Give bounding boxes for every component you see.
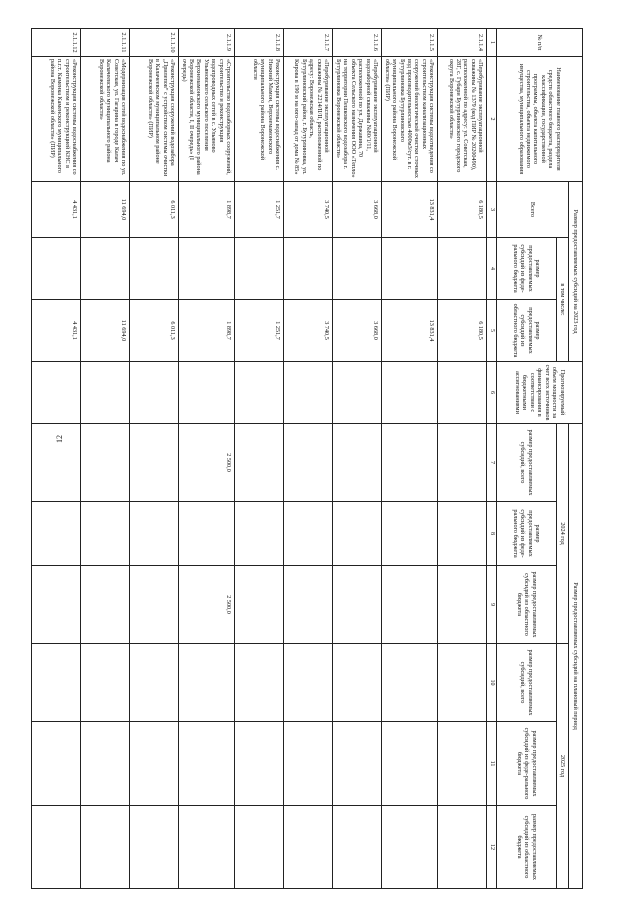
cell-row-number: 2.1.1.5 <box>381 29 437 57</box>
cell-fed-2025 <box>381 722 437 806</box>
header-obl-2025: размер предоставляемых субсидий из областного бюджета <box>497 806 557 889</box>
cell-obl-2024: 2 500,0 <box>178 566 234 644</box>
cell-obl-2024 <box>437 566 486 644</box>
header-obl-2023: размер предоставляемых субсидий из областного бюджета <box>497 300 557 362</box>
cell-total-2025 <box>381 644 437 722</box>
header-total-2024: размер предоставляемых субсидий, всего <box>497 424 557 502</box>
table-row <box>129 29 178 889</box>
cell-row-number: 2.1.1.4 <box>437 29 486 57</box>
cell-fed-2025 <box>283 722 332 806</box>
cell-object-name: «Реконструкция системы водоснабжения со строительством и реконструкцией КНС в п.г.т. Каменка Каменского муниципального района Воронежской области» (ПИР) <box>31 57 80 182</box>
header-incl: в том числе: <box>557 238 569 362</box>
cell-fed-2023 <box>129 238 178 300</box>
cell-total-2024 <box>332 424 381 502</box>
cell-total-2025 <box>80 644 129 722</box>
cell-total-2023: 6 180,5 <box>437 182 486 238</box>
cell-object-name: «Перебуривание эксплуатационной скважины № 2214/II/II, расположенной по адресу: Воронежская область, Бутурлиновский район, г. Бутурлиновка, ул. Кирова в 190 м на юго-запад от дома № 85» <box>283 57 332 182</box>
cell-fed-2024 <box>80 502 129 566</box>
col-num: 12 <box>486 806 496 889</box>
table-row <box>381 29 437 889</box>
cell-row-number: 2.1.1.10 <box>129 29 178 57</box>
cell-fed-2023 <box>437 238 486 300</box>
cell-forecast-capacity <box>234 362 283 424</box>
cell-total-2025 <box>332 644 381 722</box>
cell-obl-2023: 6 180,5 <box>437 300 486 362</box>
table-row <box>178 29 234 889</box>
cell-obl-2024 <box>381 566 437 644</box>
col-num: 2 <box>486 57 496 182</box>
column-numbers-row <box>486 29 496 889</box>
cell-row-number: 2.1.1.11 <box>80 29 129 57</box>
cell-total-2024 <box>129 424 178 502</box>
cell-obl-2023: 3 668,0 <box>332 300 381 362</box>
header-name: Наименование главного распорядителя средств областного бюджета, раздела классификации, государственной программы, объекта капитального строительства, объекта недвижимого имущества, муниципального образования <box>497 57 583 182</box>
cell-fed-2024 <box>381 502 437 566</box>
cell-obl-2024 <box>80 566 129 644</box>
cell-total-2024 <box>381 424 437 502</box>
header-2024: 2024 год <box>557 424 569 644</box>
cell-total-2024 <box>31 424 80 502</box>
cell-row-number: 2.1.1.12 <box>31 29 80 57</box>
cell-obl-2023: 1 251,7 <box>234 300 283 362</box>
cell-fed-2024 <box>437 502 486 566</box>
cell-total-2023: 4 431,1 <box>31 182 80 238</box>
col-num: 5 <box>486 300 496 362</box>
cell-obl-2025 <box>178 806 234 889</box>
cell-object-name: «Строительство водозаборных сооружений, строительство и реконструкция водопроводных сетей в с. Ульяново Ульяновского сельского поселения Верхнемамонского муниципального района Воронежской области, I, II очередь» (I очередь) <box>178 57 234 182</box>
cell-fed-2025 <box>80 722 129 806</box>
col-num: 8 <box>486 502 496 566</box>
table-row <box>80 29 129 889</box>
cell-fed-2023 <box>80 238 129 300</box>
cell-fed-2023 <box>381 238 437 300</box>
cell-total-2023: 3 740,5 <box>283 182 332 238</box>
header-obl-2024: размер предоставляемых субсидий из областного бюджета <box>497 566 557 644</box>
cell-fed-2023 <box>234 238 283 300</box>
cell-total-2023: 6 011,3 <box>129 182 178 238</box>
header-fed-2025: размер предоставляемых субсидий из феде-рального бюджета <box>497 722 557 806</box>
cell-obl-2023: 4 431,1 <box>31 300 80 362</box>
cell-obl-2025 <box>332 806 381 889</box>
cell-forecast-capacity <box>129 362 178 424</box>
cell-fed-2024 <box>332 502 381 566</box>
cell-object-name: «Перебуривание эксплуатационной скважины № 1379 (код ПИР № 20200490), расположенной по адресу: ул. Советская, 28Г, с. Губари Бутурлиновского городского округа Воронежской области» <box>437 57 486 182</box>
cell-obl-2025 <box>381 806 437 889</box>
table-row <box>283 29 332 889</box>
cell-total-2024: 2 500,0 <box>178 424 234 502</box>
cell-forecast-capacity <box>178 362 234 424</box>
cell-forecast-capacity <box>80 362 129 424</box>
cell-obl-2023: 11 694,0 <box>80 300 129 362</box>
cell-total-2023: 13 831,4 <box>381 182 437 238</box>
col-num: 10 <box>486 644 496 722</box>
cell-fed-2025 <box>234 722 283 806</box>
header-forecast: Прогнозируемый объем мощности за счет всех источников финансирования в соответствии с бюджетными ассигнованиями <box>497 362 583 424</box>
cell-total-2024 <box>283 424 332 502</box>
cell-fed-2025 <box>129 722 178 806</box>
cell-total-2024 <box>437 424 486 502</box>
cell-total-2025 <box>234 644 283 722</box>
header-total-2025: размер предоставляемых субсидий, всего <box>497 644 557 722</box>
cell-obl-2025 <box>283 806 332 889</box>
cell-fed-2023 <box>332 238 381 300</box>
cell-forecast-capacity <box>283 362 332 424</box>
cell-fed-2025 <box>332 722 381 806</box>
cell-obl-2025 <box>437 806 486 889</box>
cell-total-2023: 1 251,7 <box>234 182 283 238</box>
cell-fed-2025 <box>31 722 80 806</box>
cell-total-2025 <box>129 644 178 722</box>
table-row <box>234 29 283 889</box>
cell-obl-2025 <box>234 806 283 889</box>
cell-obl-2023: 6 011,3 <box>129 300 178 362</box>
col-num: 7 <box>486 424 496 502</box>
cell-object-name: «Модернизация сетей водоснабжения по ул. Советская, ул. Гагарина в городе Калач Калачеевского муниципального района Воронежской области» <box>80 57 129 182</box>
cell-obl-2025 <box>129 806 178 889</box>
cell-row-number: 2.1.1.8 <box>234 29 283 57</box>
cell-total-2023: 1 898,7 <box>178 182 234 238</box>
cell-obl-2025 <box>31 806 80 889</box>
cell-obl-2023: 3 740,5 <box>283 300 332 362</box>
subsidy-table <box>31 28 583 889</box>
cell-object-name: «Реконструкция системы водоотведения со строительством канализационных сооружений биологической очистки сточных вод производительностью 4000м3/сут. в г. Бутурлиновка Бутурлиновского муниципального района Воронежской области» (ПИР) <box>381 57 437 182</box>
cell-total-2023: 11 694,0 <box>80 182 129 238</box>
col-num: 4 <box>486 238 496 300</box>
col-num: 6 <box>486 362 496 424</box>
cell-fed-2025 <box>178 722 234 806</box>
cell-total-2025 <box>178 644 234 722</box>
cell-fed-2023 <box>283 238 332 300</box>
header-plan: Размер предоставляемых субсидий на плановый период <box>569 424 583 889</box>
col-num: 11 <box>486 722 496 806</box>
cell-object-name: «Перебуривание эксплуатационной водозаборной скважины №80/1/11, расположенной по ул. Державина, 70 объекта Сельского назначения ООО «Тепло» на территории Пешковского водозабора г. Бутурлиновка Воронежской области» <box>332 57 381 182</box>
cell-obl-2024 <box>283 566 332 644</box>
cell-obl-2023: 13 831,4 <box>381 300 437 362</box>
cell-fed-2024 <box>178 502 234 566</box>
rotated-page <box>48 28 583 888</box>
table-row <box>332 29 381 889</box>
cell-obl-2023: 1 898,7 <box>178 300 234 362</box>
header-fed-2023: размер предоставляемых субсидий из феде-рального бюджета <box>497 238 557 300</box>
cell-total-2023: 3 668,0 <box>332 182 381 238</box>
cell-row-number: 2.1.1.6 <box>332 29 381 57</box>
cell-fed-2023 <box>31 238 80 300</box>
cell-obl-2024 <box>31 566 80 644</box>
cell-forecast-capacity <box>381 362 437 424</box>
header-no: № п/п <box>497 29 583 57</box>
cell-row-number: 2.1.1.7 <box>283 29 332 57</box>
cell-fed-2024 <box>31 502 80 566</box>
table-row <box>31 29 80 889</box>
header-2025: 2025 год <box>557 644 569 889</box>
cell-row-number: 2.1.1.9 <box>178 29 234 57</box>
cell-fed-2023 <box>178 238 234 300</box>
table-row <box>437 29 486 889</box>
cell-forecast-capacity <box>332 362 381 424</box>
cell-obl-2024 <box>332 566 381 644</box>
cell-forecast-capacity <box>437 362 486 424</box>
header-fed-2024: размер предоставляемых субсидий из феде-рального бюджета <box>497 502 557 566</box>
header-total: Всего <box>497 182 569 238</box>
col-num: 1 <box>486 29 496 57</box>
cell-total-2025 <box>31 644 80 722</box>
cell-obl-2025 <box>80 806 129 889</box>
cell-total-2024 <box>80 424 129 502</box>
cell-obl-2024 <box>129 566 178 644</box>
cell-forecast-capacity <box>31 362 80 424</box>
cell-fed-2024 <box>129 502 178 566</box>
header-2023: Размер предоставляемых субсидий на 2023 год <box>569 182 583 362</box>
cell-fed-2024 <box>234 502 283 566</box>
col-num: 3 <box>486 182 496 238</box>
cell-total-2024 <box>234 424 283 502</box>
page-number: 12 <box>55 435 64 443</box>
cell-obl-2024 <box>234 566 283 644</box>
cell-fed-2024 <box>283 502 332 566</box>
col-num: 9 <box>486 566 496 644</box>
cell-total-2025 <box>283 644 332 722</box>
cell-object-name: Реконструкция системы водоснабжения с. Нижний Мамон, Верхнемамонского муниципального района Воронежской области <box>234 57 283 182</box>
cell-fed-2025 <box>437 722 486 806</box>
cell-total-2025 <box>437 644 486 722</box>
cell-object-name: «Реконструкция сооружений водозабора „Прилепов“ с устройством системы очистки в Калачеевском муниципальном районе Воронежской области» (ПИР) <box>129 57 178 182</box>
